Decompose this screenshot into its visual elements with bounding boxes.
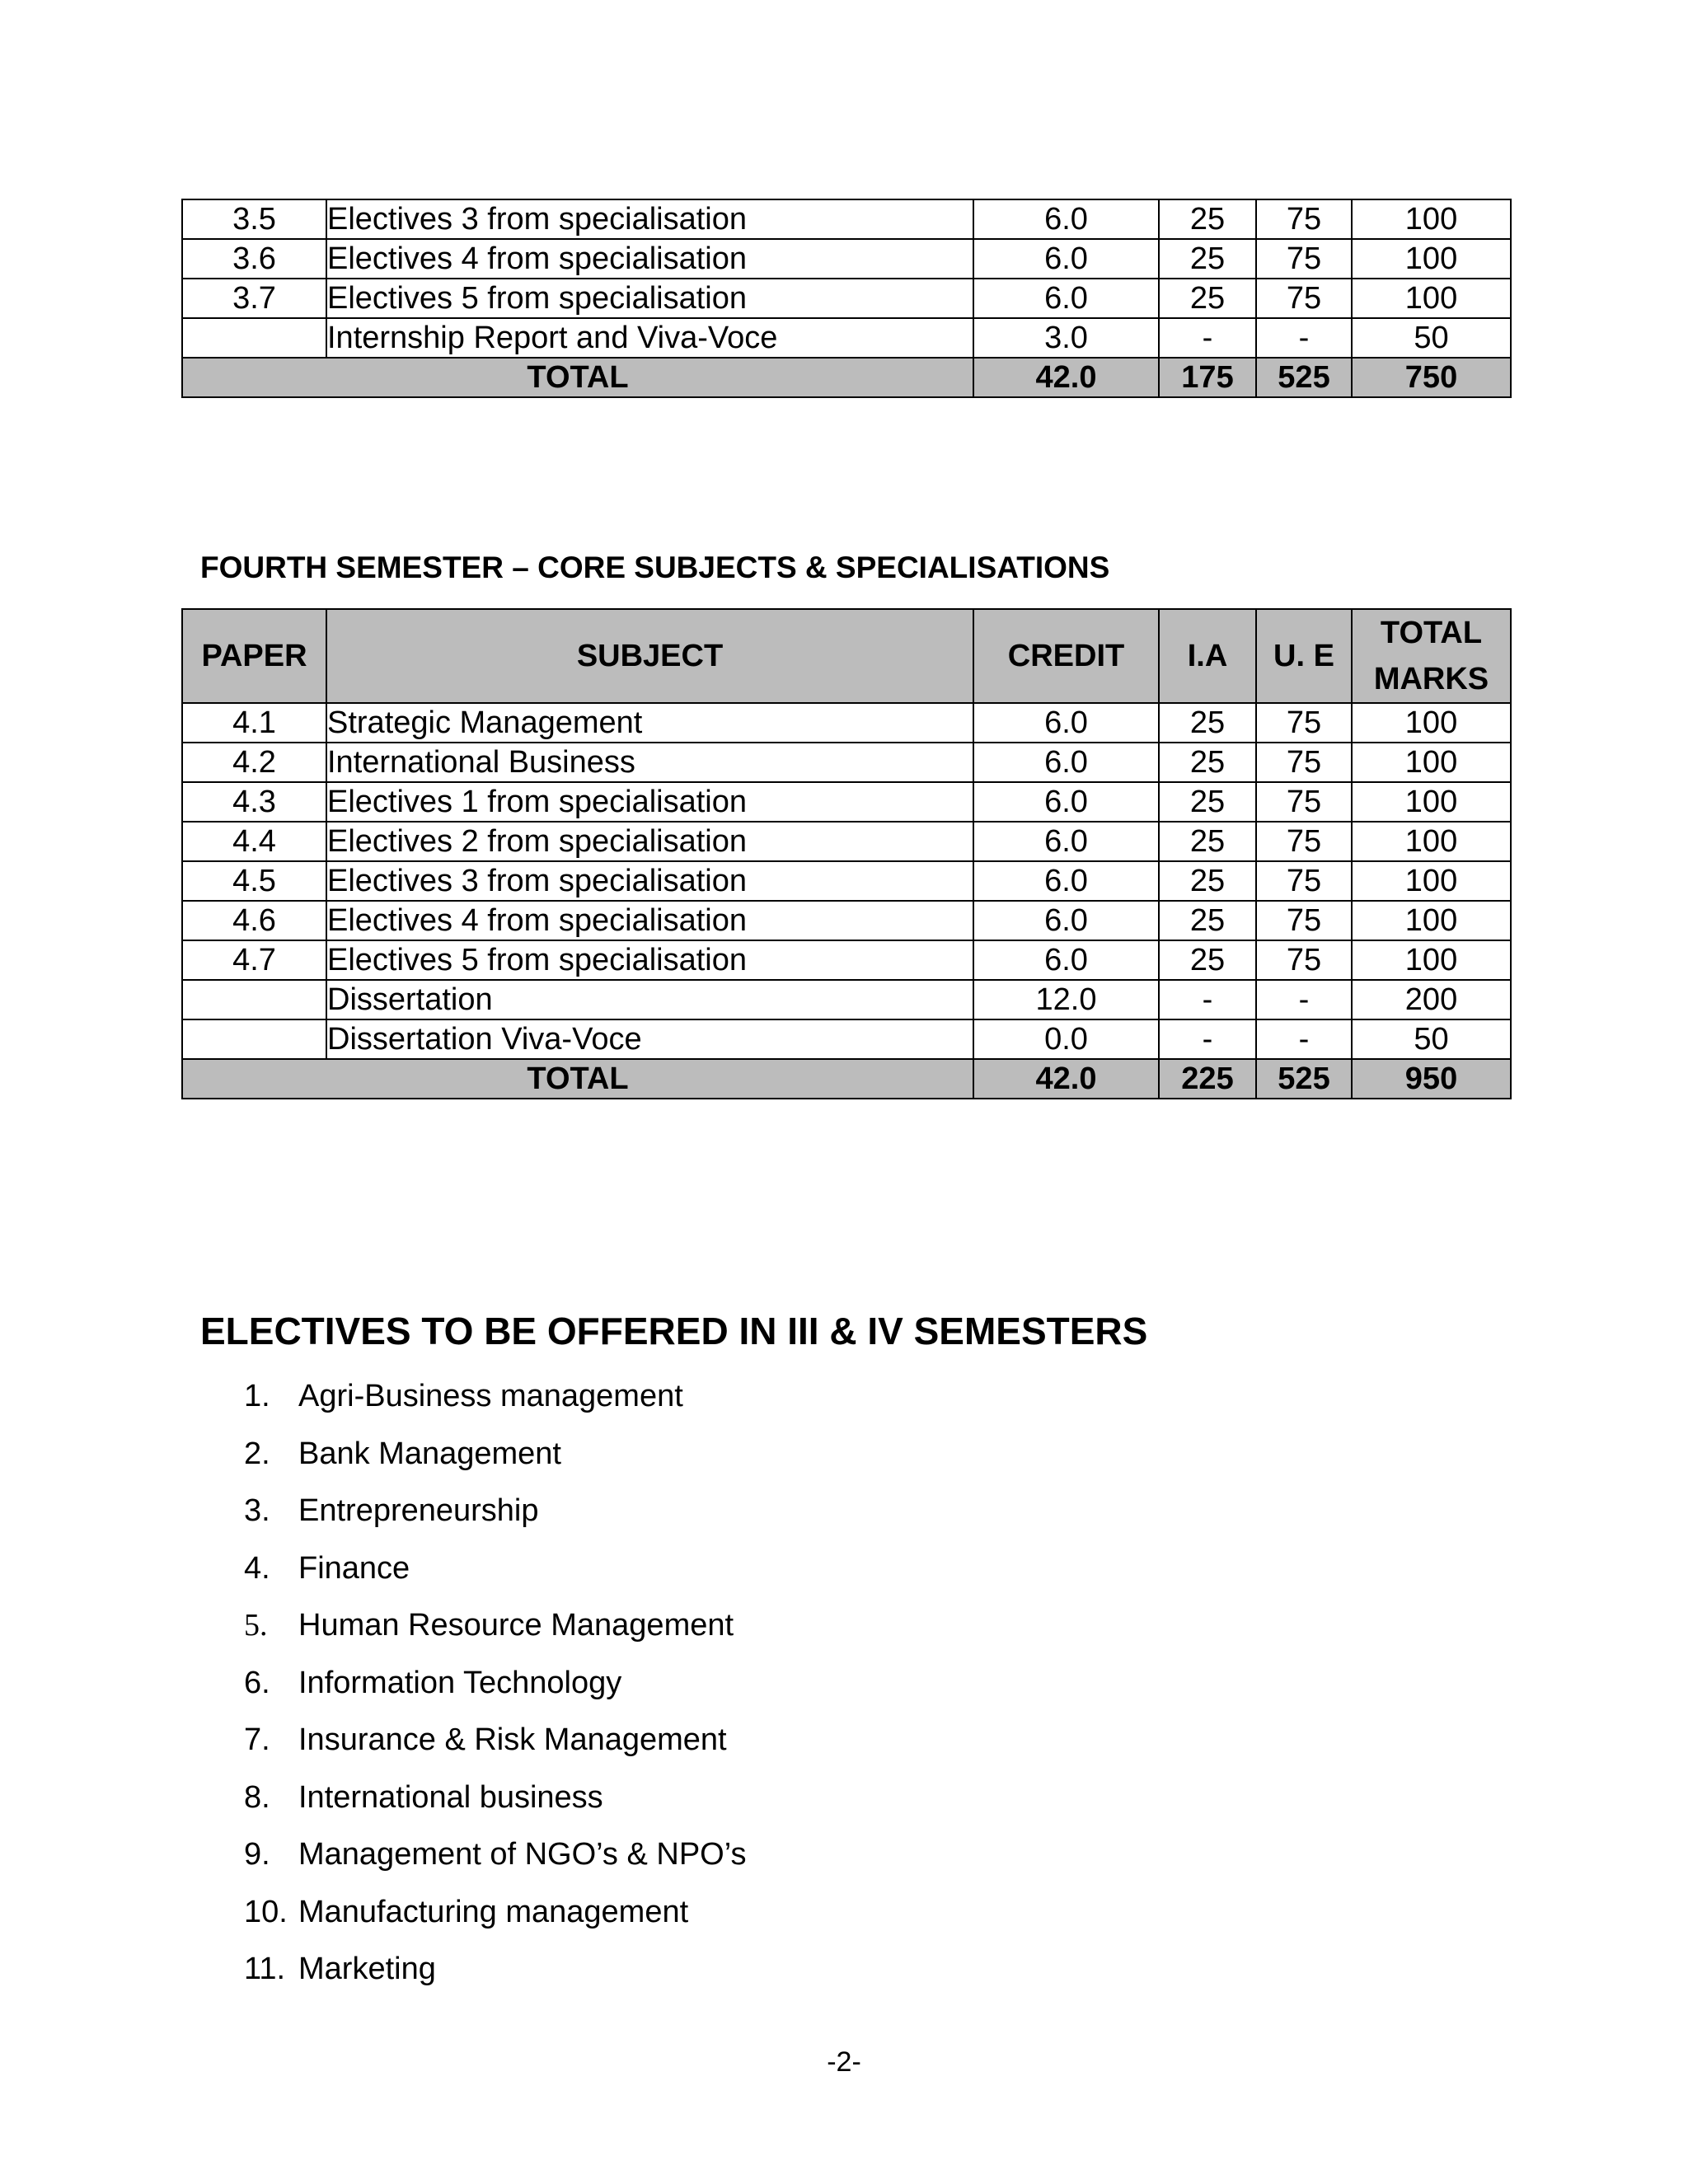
ue-cell: 75	[1256, 239, 1352, 279]
ia-cell: 25	[1159, 703, 1256, 743]
credit-cell: 6.0	[973, 703, 1159, 743]
total-credit: 42.0	[973, 358, 1159, 397]
paper-cell: 4.3	[182, 782, 326, 822]
item-label: Human Resource Management	[298, 1608, 734, 1643]
total-marks-cell: 100	[1352, 743, 1511, 782]
header-total-marks	[1352, 609, 1511, 703]
ia-cell: 25	[1159, 940, 1256, 980]
item-number: 3.	[244, 1493, 270, 1528]
table-row	[182, 1019, 1511, 1059]
total-ue: 525	[1256, 1059, 1352, 1099]
table-row	[182, 980, 1511, 1019]
item-label: Insurance & Risk Management	[298, 1722, 727, 1757]
ia-cell: 25	[1159, 239, 1256, 279]
item-label: Agri-Business management	[298, 1379, 683, 1413]
paper-cell	[182, 1019, 326, 1059]
total-marks-cell: 50	[1352, 318, 1511, 358]
paper-cell: 4.4	[182, 822, 326, 861]
total-row	[182, 358, 1511, 397]
table-row	[182, 782, 1511, 822]
ia-cell: 25	[1159, 743, 1256, 782]
ue-cell: -	[1256, 980, 1352, 1019]
ue-cell: 75	[1256, 199, 1352, 239]
paper-cell	[182, 318, 326, 358]
header-subject: SUBJECT	[326, 609, 973, 703]
credit-cell: 6.0	[973, 743, 1159, 782]
item-number: 8.	[244, 1779, 270, 1815]
total-marks: 950	[1352, 1059, 1511, 1099]
total-marks-cell: 100	[1352, 703, 1511, 743]
paper-cell	[182, 980, 326, 1019]
subject-cell: Dissertation Viva-Voce	[326, 1019, 973, 1059]
table-row	[182, 279, 1511, 318]
total-marks-cell: 100	[1352, 861, 1511, 901]
total-marks-cell: 100	[1352, 940, 1511, 980]
credit-cell: 0.0	[973, 1019, 1159, 1059]
item-label: Finance	[298, 1550, 410, 1586]
ia-cell: 25	[1159, 782, 1256, 822]
total-ia: 225	[1159, 1059, 1256, 1099]
table-row	[182, 318, 1511, 358]
item-number: 11.	[244, 1952, 286, 1986]
ia-cell: 25	[1159, 199, 1256, 239]
subject-cell: Strategic Management	[326, 703, 973, 743]
item-number: 6.	[244, 1665, 270, 1700]
ue-cell: 75	[1256, 861, 1352, 901]
list-item	[244, 1779, 747, 1837]
ia-cell: 25	[1159, 279, 1256, 318]
electives-title: ELECTIVES TO BE OFFERED IN III & IV SEMESTERS	[200, 1310, 1148, 1352]
table-row	[182, 199, 1511, 239]
list-item	[244, 1550, 747, 1608]
table-header-row	[182, 609, 1511, 703]
total-label: TOTAL	[182, 358, 973, 397]
ia-cell: 25	[1159, 822, 1256, 861]
list-item	[244, 1951, 747, 2008]
item-label: Information Technology	[298, 1665, 622, 1700]
ue-cell: 75	[1256, 940, 1352, 980]
header-ue: U. E	[1256, 609, 1352, 703]
subject-cell: Electives 2 from specialisation	[326, 822, 973, 861]
credit-cell: 6.0	[973, 940, 1159, 980]
ue-cell: 75	[1256, 279, 1352, 318]
header-credit: CREDIT	[973, 609, 1159, 703]
total-marks-cell: 100	[1352, 239, 1511, 279]
item-number: 1.	[244, 1379, 270, 1413]
credit-cell: 12.0	[973, 980, 1159, 1019]
subject-cell: Electives 4 from specialisation	[326, 901, 973, 940]
credit-cell: 6.0	[973, 199, 1159, 239]
ue-cell: 75	[1256, 822, 1352, 861]
subject-cell: Electives 1 from specialisation	[326, 782, 973, 822]
header-paper: PAPER	[182, 609, 326, 703]
item-label: Management of NGO’s & NPO’s	[298, 1837, 747, 1872]
table-row	[182, 901, 1511, 940]
total-marks-cell: 100	[1352, 901, 1511, 940]
subject-cell: Dissertation	[326, 980, 973, 1019]
subject-cell: Electives 4 from specialisation	[326, 239, 973, 279]
credit-cell: 6.0	[973, 239, 1159, 279]
paper-cell: 4.7	[182, 940, 326, 980]
header-total-line1: TOTAL	[1380, 616, 1483, 650]
credit-cell: 6.0	[973, 901, 1159, 940]
third-semester-table-continued	[181, 199, 1512, 398]
total-marks-cell: 50	[1352, 1019, 1511, 1059]
item-label: International business	[298, 1779, 603, 1815]
paper-cell: 4.1	[182, 703, 326, 743]
credit-cell: 6.0	[973, 861, 1159, 901]
subject-cell: International Business	[326, 743, 973, 782]
table-row	[182, 822, 1511, 861]
subject-cell: Electives 5 from specialisation	[326, 279, 973, 318]
fourth-semester-title: FOURTH SEMESTER – CORE SUBJECTS & SPECIALISATIONS	[200, 551, 1110, 584]
ue-cell: 75	[1256, 782, 1352, 822]
item-label: Bank Management	[298, 1436, 561, 1471]
item-number: 10.	[244, 1894, 288, 1929]
subject-cell: Electives 5 from specialisation	[326, 940, 973, 980]
item-number: 9.	[244, 1837, 270, 1872]
list-item	[244, 1493, 747, 1550]
list-item	[244, 1894, 747, 1952]
total-credit: 42.0	[973, 1059, 1159, 1099]
paper-cell: 4.5	[182, 861, 326, 901]
credit-cell: 6.0	[973, 822, 1159, 861]
ue-cell: 75	[1256, 743, 1352, 782]
total-label: TOTAL	[182, 1059, 973, 1099]
subject-cell: Internship Report and Viva-Voce	[326, 318, 973, 358]
list-item	[244, 1378, 747, 1436]
ia-cell: -	[1159, 1019, 1256, 1059]
item-label: Marketing	[298, 1952, 436, 1986]
subject-cell: Electives 3 from specialisation	[326, 199, 973, 239]
ue-cell: 75	[1256, 901, 1352, 940]
total-ia: 175	[1159, 358, 1256, 397]
ue-cell: 75	[1256, 703, 1352, 743]
credit-cell: 6.0	[973, 279, 1159, 318]
item-label: Entrepreneurship	[298, 1493, 539, 1528]
paper-cell: 3.6	[182, 239, 326, 279]
ia-cell: -	[1159, 318, 1256, 358]
fourth-semester-table	[181, 608, 1512, 1099]
total-row	[182, 1059, 1511, 1099]
ia-cell: 25	[1159, 901, 1256, 940]
list-item	[244, 1836, 747, 1894]
table-row	[182, 940, 1511, 980]
total-marks-cell: 100	[1352, 822, 1511, 861]
ue-cell: -	[1256, 318, 1352, 358]
total-marks-cell: 100	[1352, 279, 1511, 318]
paper-cell: 4.2	[182, 743, 326, 782]
list-item	[244, 1436, 747, 1493]
table-row	[182, 239, 1511, 279]
header-total-line2: MARKS	[1373, 662, 1489, 696]
total-ue: 525	[1256, 358, 1352, 397]
credit-cell: 6.0	[973, 782, 1159, 822]
header-ia: I.A	[1159, 609, 1256, 703]
page-number: -2-	[827, 2046, 861, 2078]
item-number: 5.	[244, 1608, 268, 1643]
paper-cell: 3.5	[182, 199, 326, 239]
table-row	[182, 743, 1511, 782]
total-marks: 750	[1352, 358, 1511, 397]
list-item	[244, 1665, 747, 1722]
electives-list	[244, 1378, 747, 2008]
ia-cell: -	[1159, 980, 1256, 1019]
credit-cell: 3.0	[973, 318, 1159, 358]
item-label: Manufacturing management	[298, 1894, 689, 1929]
list-item	[244, 1722, 747, 1779]
table-row	[182, 703, 1511, 743]
table-row	[182, 861, 1511, 901]
item-number: 7.	[244, 1722, 270, 1757]
total-marks-cell: 100	[1352, 199, 1511, 239]
paper-cell: 4.6	[182, 901, 326, 940]
item-number: 2.	[244, 1436, 270, 1471]
paper-cell: 3.7	[182, 279, 326, 318]
total-marks-cell: 100	[1352, 782, 1511, 822]
ue-cell: -	[1256, 1019, 1352, 1059]
ia-cell: 25	[1159, 861, 1256, 901]
item-number: 4.	[244, 1550, 270, 1586]
list-item	[244, 1607, 747, 1665]
subject-cell: Electives 3 from specialisation	[326, 861, 973, 901]
total-marks-cell: 200	[1352, 980, 1511, 1019]
